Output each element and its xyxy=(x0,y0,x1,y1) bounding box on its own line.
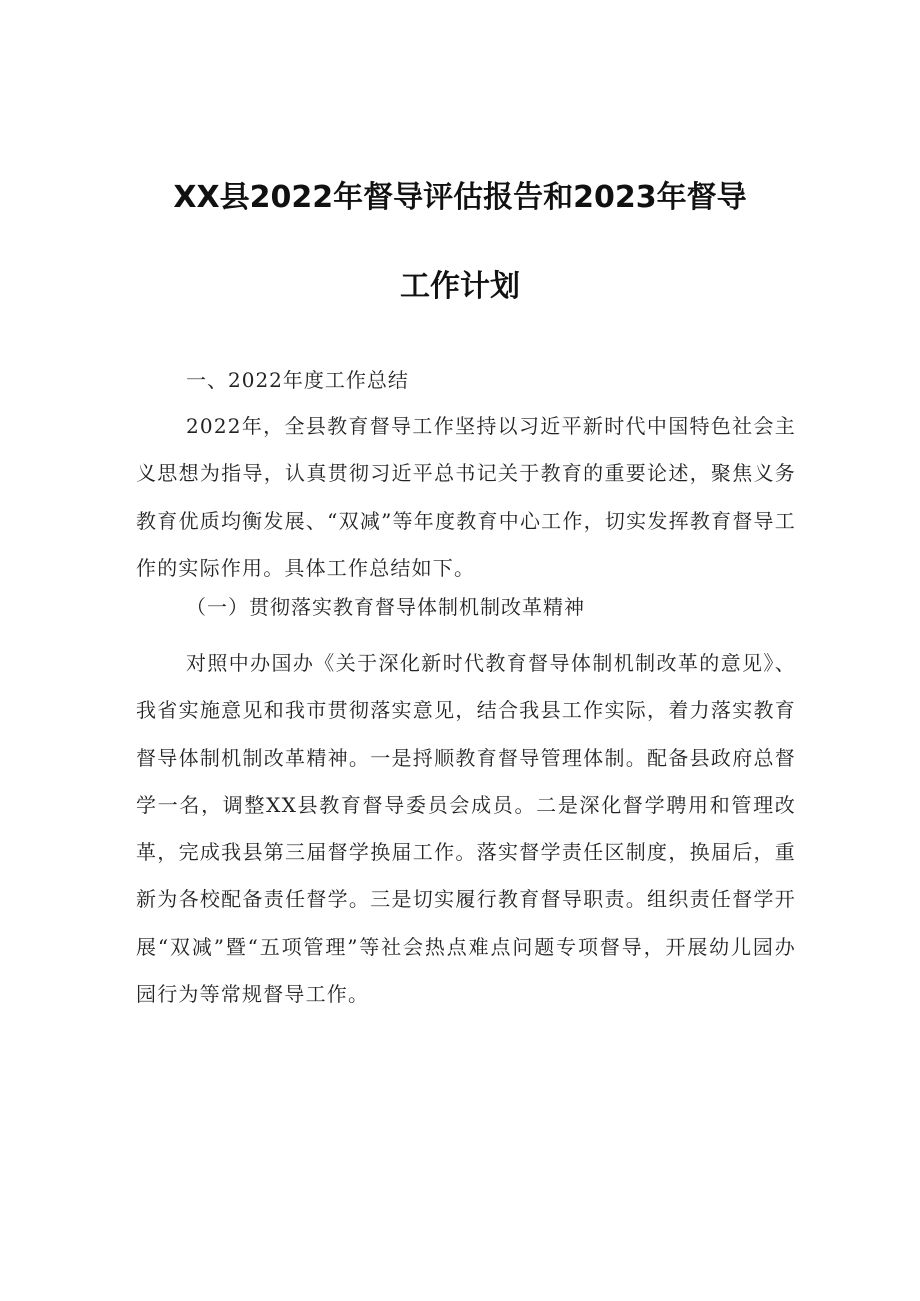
subsection-paragraph: 对照中办国办《关于深化新时代教育督导体制机制改革的意见》、我省实施意见和我市贯彻落实意见，结合我县工作实际，着力落实教育督导体制机制改革精神。一是捋顺教育督导管理体制。配备县政府总督学一名，调整XX县教育督导委员会成员。二是深化督学聘用和管理改革，完成我县第三届督学换届工作。落实督学责任区制度，换届后，重新为各校配备责任督学。三是切实履行教育督导职责。组织责任督学开展“双减”暨“五项管理”等社会热点难点问题专项督导，开展幼儿园办园行为等常规督导工作。 xyxy=(136,651,796,1007)
document-title-line-1: XX县2022年督导评估报告和2023年督导 xyxy=(173,180,747,215)
document-title-line-2: 工作计划 xyxy=(400,269,520,304)
section-paragraph: 2022年，全县教育督导工作坚持以习近平新时代中国特色社会主义思想为指导，认真贯彻习近平总书记关于教育的重要论述，聚焦义务教育优质均衡发展、“双减”等年度教育中心工作，切实发挥教育督导工作的实际作用。具体工作总结如下。 xyxy=(136,414,796,580)
subsection-heading: （一）贯彻落实教育督导体制机制改革精神 xyxy=(186,595,585,619)
section-heading: 一、2022年度工作总结 xyxy=(186,368,409,392)
